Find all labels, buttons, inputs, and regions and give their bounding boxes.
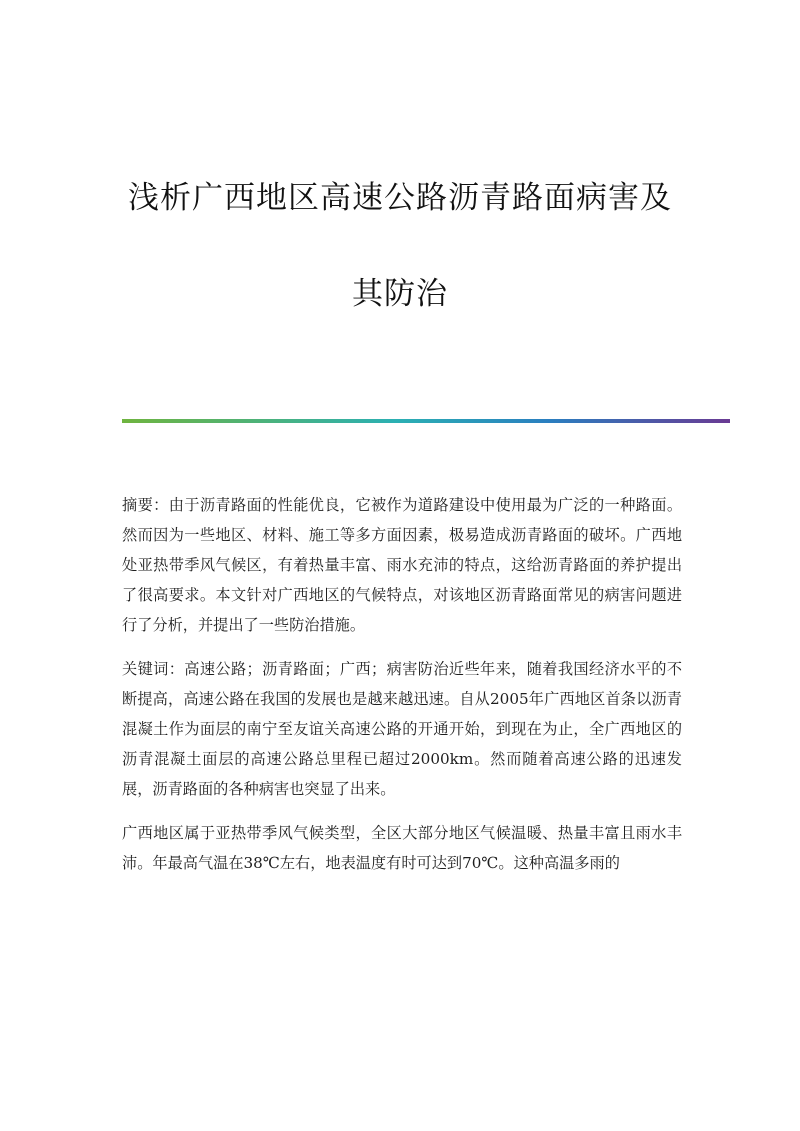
title-line-1: 浅析广西地区高速公路沥青路面病害及 [128, 180, 672, 216]
keywords-paragraph: 关键词：高速公路；沥青路面；广西；病害防治近些年来，随着我国经济水平的不断提高，高速公路在我国的发展也是越来越迅速。自从2005年广西地区首条以沥青混凝土作为面层的南宁至友谊关高速公路的开通开始，到现在为止，全广西地区的沥青混凝土面层的高速公路总里程已超过2000km。然而随着高速公路的迅速发展，沥青路面的各种病害也突显了出来。 [122, 660, 682, 798]
title-line-2: 其防治 [352, 276, 448, 312]
document-body [122, 490, 682, 892]
document-title [0, 178, 800, 314]
abstract-paragraph: 摘要：由于沥青路面的性能优良，它被作为道路建设中使用最为广泛的一种路面。然而因为一些地区、材料、施工等多方面因素，极易造成沥青路面的破坏。广西地处亚热带季风气候区，有着热量丰富、雨水充沛的特点，这给沥青路面的养护提出了很高要求。本文针对广西地区的气候特点，对该地区沥青路面常见的病害问题进行了分析，并提出了一些防治措施。 [122, 496, 682, 634]
title-divider [122, 419, 730, 423]
climate-paragraph: 广西地区属于亚热带季风气候类型，全区大部分地区气候温暖、热量丰富且雨水丰沛。年最高气温在38℃左右，地表温度有时可达到70℃。这种高温多雨的 [122, 824, 682, 872]
